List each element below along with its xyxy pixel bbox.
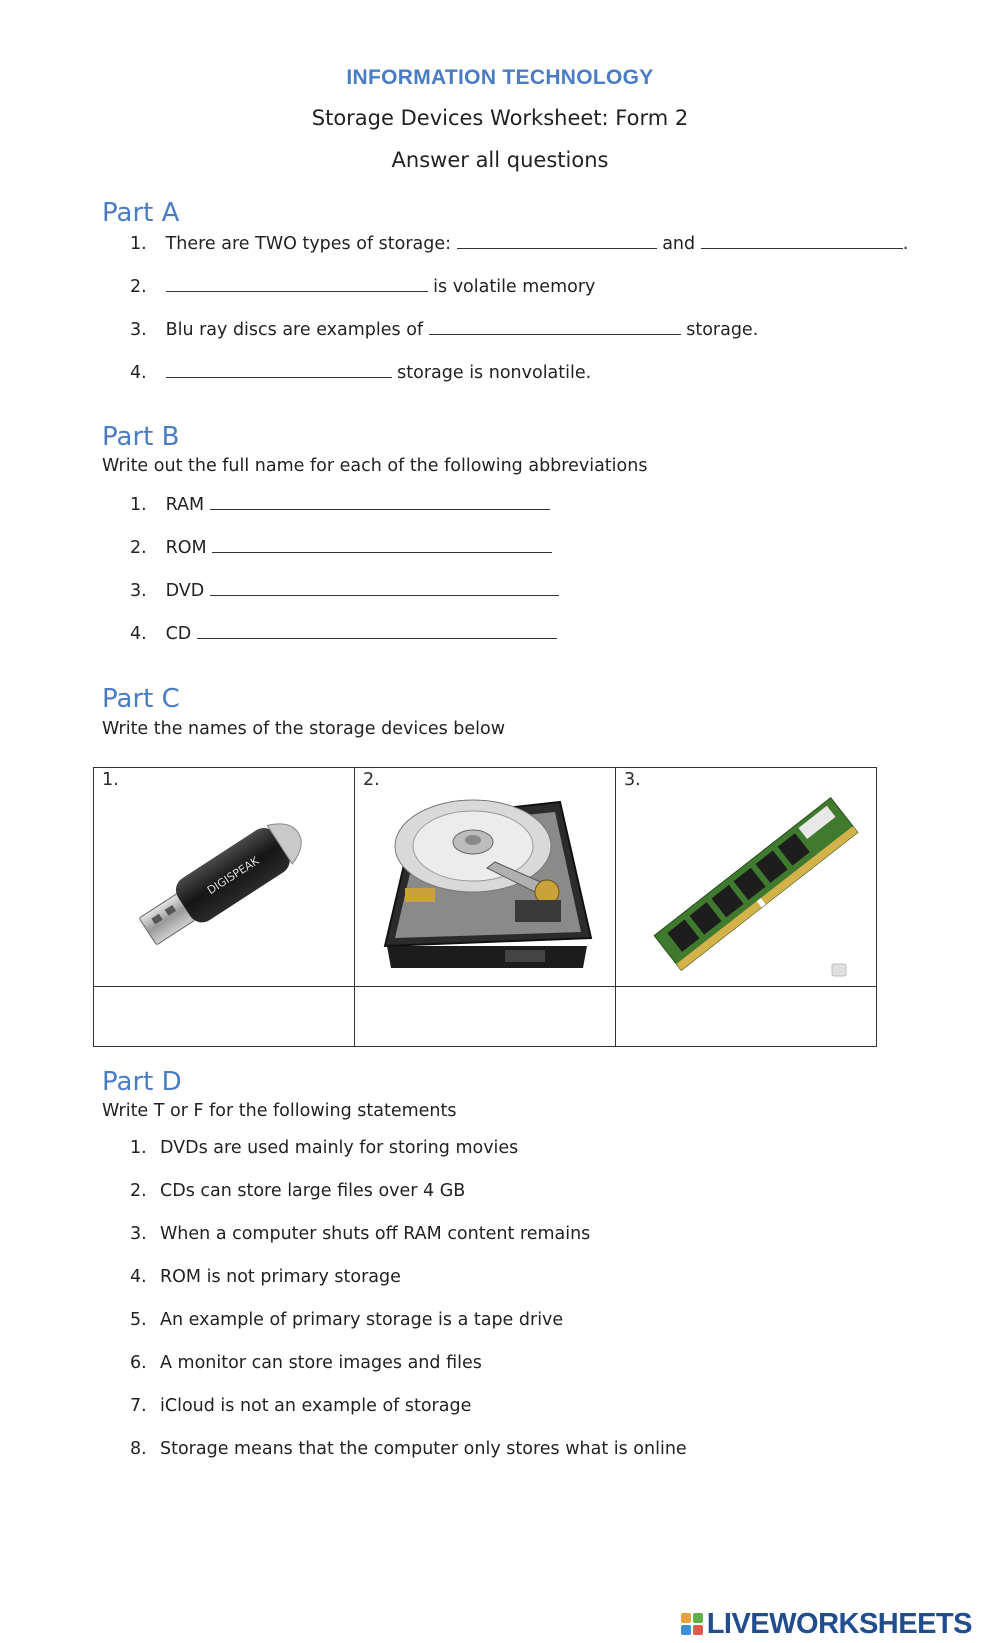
statement-text: CDs can store large files over 4 GB (160, 1181, 466, 1201)
statement-number: 2. (130, 1181, 147, 1201)
liveworksheets-logo-icon (681, 1613, 703, 1635)
part-a-question-1 (130, 232, 908, 254)
part-d-statement-4 (130, 1267, 401, 1287)
item-number: 3. (130, 581, 147, 601)
device-answer-cell-3[interactable] (616, 987, 877, 1047)
statement-text: An example of primary storage is a tape drive (160, 1310, 564, 1330)
worksheet-subtitle: Storage Devices Worksheet: Form 2 (311, 106, 689, 130)
question-text: Blu ray discs are examples of (165, 320, 424, 340)
part-d-statement-2 (130, 1181, 465, 1201)
statement-text: DVDs are used mainly for storing movies (160, 1138, 519, 1158)
part-d-statement-5 (130, 1310, 563, 1330)
item-number: 2. (130, 538, 147, 558)
answer-blank[interactable] (210, 579, 559, 596)
statement-text: iCloud is not an example of storage (160, 1396, 472, 1416)
part-c-instruction: Write the names of the storage devices below (102, 719, 506, 739)
part-b-item-1 (130, 493, 550, 515)
question-text: There are TWO types of storage: (165, 234, 452, 254)
question-text: is volatile memory (433, 277, 596, 297)
part-a-question-2 (130, 275, 595, 297)
watermark-icon (832, 964, 846, 976)
hard-disk-drive-icon (355, 768, 615, 986)
statement-number: 1. (130, 1138, 147, 1158)
device-answer-cell-1[interactable] (94, 987, 355, 1047)
ram-module-icon (616, 768, 876, 986)
cell-number: 3. (624, 770, 641, 790)
answer-blank[interactable] (166, 275, 428, 292)
part-b-item-4 (130, 622, 557, 644)
part-d-heading: Part D (102, 1067, 182, 1097)
part-a-question-4 (130, 361, 591, 383)
question-number: 4. (130, 363, 147, 383)
statement-number: 5. (130, 1310, 147, 1330)
part-a-question-3 (130, 318, 758, 340)
answer-blank[interactable] (701, 232, 903, 249)
part-d-statement-3 (130, 1224, 590, 1244)
statement-number: 8. (130, 1439, 147, 1459)
device-cell-2 (355, 768, 616, 987)
answer-blank[interactable] (210, 493, 550, 510)
device-answer-row (94, 987, 877, 1047)
question-text: storage. (686, 320, 759, 340)
question-number: 1. (130, 234, 147, 254)
question-text: . (902, 234, 909, 254)
part-d-statement-7 (130, 1396, 471, 1416)
statement-number: 7. (130, 1396, 147, 1416)
part-b-item-3 (130, 579, 559, 601)
device-cell-1 (94, 768, 355, 987)
part-b-instruction: Write out the full name for each of the following abbreviations (102, 456, 648, 476)
answer-blank[interactable] (197, 622, 557, 639)
answer-blank[interactable] (212, 536, 552, 553)
answer-blank[interactable] (166, 361, 392, 378)
logo-text: LIVEWORKSHEETS (706, 1607, 972, 1640)
question-text: and (662, 234, 696, 254)
part-c-heading: Part C (102, 684, 180, 714)
question-number: 3. (130, 320, 147, 340)
cell-number: 2. (363, 770, 380, 790)
abbreviation: CD (165, 624, 192, 644)
storage-devices-table (93, 767, 877, 1047)
device-answer-cell-2[interactable] (355, 987, 616, 1047)
answer-blank[interactable] (429, 318, 681, 335)
statement-text: ROM is not primary storage (160, 1267, 401, 1287)
part-d-statement-1 (130, 1138, 518, 1158)
question-number: 2. (130, 277, 147, 297)
worksheet-title: INFORMATION TECHNOLOGY (346, 66, 654, 89)
abbreviation: ROM (165, 538, 207, 558)
part-b-heading: Part B (102, 422, 180, 452)
statement-text: A monitor can store images and files (160, 1353, 482, 1373)
part-a-heading: Part A (102, 198, 180, 228)
item-number: 4. (130, 624, 147, 644)
worksheet-instruction: Answer all questions (391, 148, 609, 172)
statement-number: 3. (130, 1224, 147, 1244)
answer-blank[interactable] (457, 232, 657, 249)
statement-text: When a computer shuts off RAM content remains (160, 1224, 591, 1244)
abbreviation: DVD (165, 581, 205, 601)
part-d-statement-8 (130, 1439, 687, 1459)
part-b-item-2 (130, 536, 552, 558)
part-d-statement-6 (130, 1353, 482, 1373)
liveworksheets-logo[interactable] (681, 1609, 972, 1639)
part-d-instruction: Write T or F for the following statements (102, 1101, 457, 1121)
usb-brand-text: DIGISPEAK (204, 854, 262, 898)
question-text: storage is nonvolatile. (397, 363, 592, 383)
statement-number: 4. (130, 1267, 147, 1287)
cell-number: 1. (102, 770, 119, 790)
item-number: 1. (130, 495, 147, 515)
usb-flash-drive-icon (94, 768, 354, 986)
statement-text: Storage means that the computer only stores what is online (160, 1439, 687, 1459)
statement-number: 6. (130, 1353, 147, 1373)
abbreviation: RAM (165, 495, 205, 515)
device-image-row (94, 768, 877, 987)
device-cell-3 (616, 768, 877, 987)
